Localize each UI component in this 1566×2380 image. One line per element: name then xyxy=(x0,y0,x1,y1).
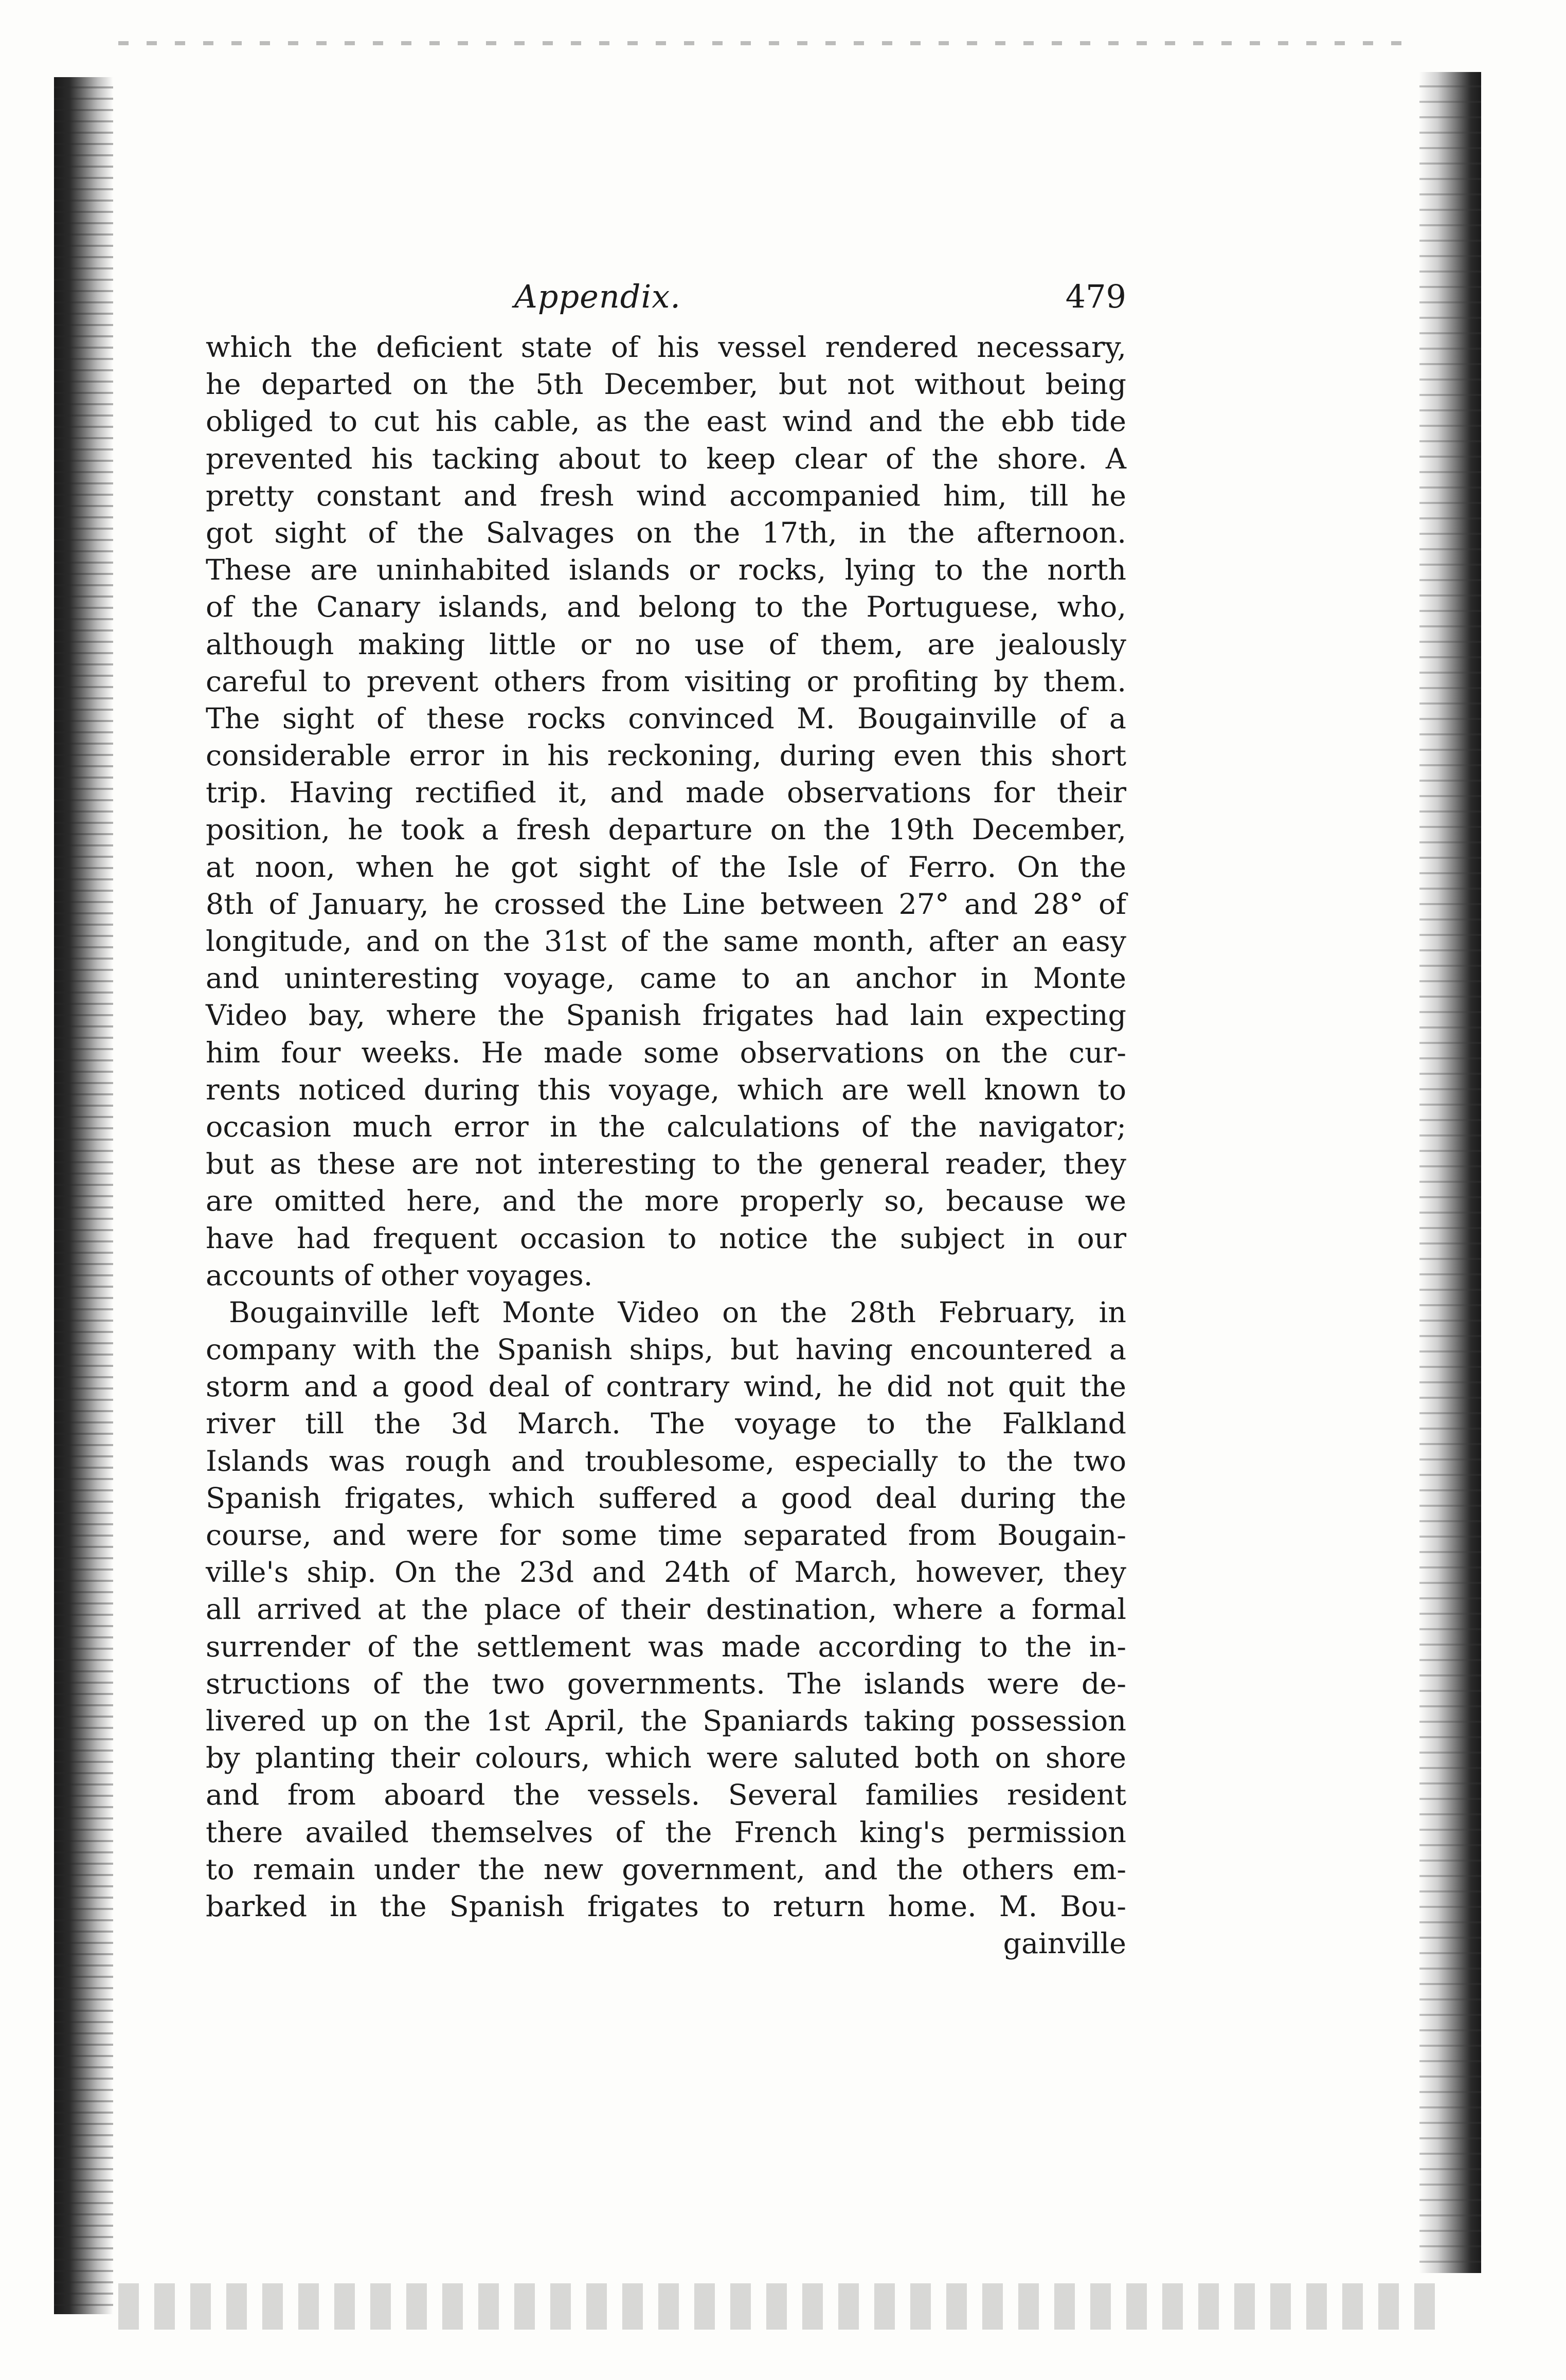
text-line: position, he took a fresh departure on the 19th December, xyxy=(206,813,1126,847)
text-line: him four weeks. He made some observations on the cur- xyxy=(206,1036,1126,1070)
text-line: have had frequent occasion to notice the subject in our xyxy=(206,1221,1126,1255)
text-line: trip. Having rectified it, and made observations for their xyxy=(206,776,1126,810)
text-line: got sight of the Salvages on the 17th, in the afternoon. xyxy=(206,516,1126,550)
text-line: of the Canary islands, and belong to the Portuguese, who, xyxy=(206,590,1126,624)
text-line: careful to prevent others from visiting or profiting by them. xyxy=(206,664,1126,698)
text-line: rents noticed during this voyage, which are well known to xyxy=(206,1073,1126,1107)
text-line: longitude, and on the 31st of the same month, after an easy xyxy=(206,925,1126,958)
text-line: Video bay, where the Spanish frigates had lain expecting xyxy=(206,999,1126,1033)
running-head: Appendix. xyxy=(514,278,681,315)
text-line: considerable error in his reckoning, during even this short xyxy=(206,739,1126,773)
catchword: gainville xyxy=(1003,1927,1126,1961)
text-line: livered up on the 1st April, the Spaniards taking possession xyxy=(206,1704,1126,1738)
text-line: all arrived at the place of their destination, where a formal xyxy=(206,1593,1126,1627)
text-line: Bougainville left Monte Video on the 28th February, in xyxy=(229,1295,1126,1329)
book-spine-edge xyxy=(54,77,113,2314)
page-number: 479 xyxy=(1065,278,1126,315)
text-line: prevented his tacking about to keep clear of the shore. A xyxy=(206,442,1126,476)
text-line: are omitted here, and the more properly so, because we xyxy=(206,1184,1126,1218)
page-fore-edge xyxy=(1419,72,1481,2273)
text-line: pretty constant and fresh wind accompanied him, till he xyxy=(206,479,1126,513)
page-top-edge xyxy=(118,41,1404,45)
text-line: storm and a good deal of contrary wind, he did not quit the xyxy=(206,1370,1126,1404)
text-line: barked in the Spanish frigates to return home. M. Bou- xyxy=(206,1889,1126,1923)
text-line: although making little or no use of them, are jealously xyxy=(206,627,1126,661)
text-line: accounts of other voyages. xyxy=(206,1258,593,1292)
text-line: occasion much error in the calculations of the navigator; xyxy=(206,1110,1126,1144)
text-line: obliged to cut his cable, as the east wind and the ebb tide xyxy=(206,405,1126,439)
body-text xyxy=(206,329,1126,1962)
text-line: ville's ship. On the 23d and 24th of March, however, they xyxy=(206,1556,1126,1590)
text-line: by planting their colours, which were saluted both on shore xyxy=(206,1741,1126,1775)
text-line: The sight of these rocks convinced M. Bougainville of a xyxy=(206,701,1126,735)
text-line: there availed themselves of the French king's permission xyxy=(206,1815,1126,1849)
text-line: Islands was rough and troublesome, especially to the two xyxy=(206,1444,1126,1478)
text-line: structions of the two governments. The islands were de- xyxy=(206,1667,1126,1701)
text-line: to remain under the new government, and the others em- xyxy=(206,1852,1126,1886)
text-line: he departed on the 5th December, but not without being xyxy=(206,368,1126,402)
text-line: company with the Spanish ships, but having encountered a xyxy=(206,1333,1126,1367)
text-line: course, and were for some time separated from Bougain- xyxy=(206,1519,1126,1552)
text-line: These are uninhabited islands or rocks, lying to the north xyxy=(206,553,1126,587)
text-line: which the deficient state of his vessel rendered necessary, xyxy=(206,331,1126,364)
text-line: at noon, when he got sight of the Isle of Ferro. On the xyxy=(206,850,1126,884)
text-line: and from aboard the vessels. Several families resident xyxy=(206,1778,1126,1812)
text-line: Spanish frigates, which suffered a good deal during the xyxy=(206,1481,1126,1515)
text-line: 8th of January, he crossed the Line between 27° and 28° of xyxy=(206,887,1126,921)
page-bottom-edge xyxy=(118,2283,1435,2330)
text-line: river till the 3d March. The voyage to the Falkland xyxy=(206,1407,1126,1441)
page-header xyxy=(206,278,1126,324)
text-line: surrender of the settlement was made according to the in- xyxy=(206,1630,1126,1664)
text-line: and uninteresting voyage, came to an anchor in Monte xyxy=(206,962,1126,996)
text-line: but as these are not interesting to the general reader, they xyxy=(206,1147,1126,1181)
